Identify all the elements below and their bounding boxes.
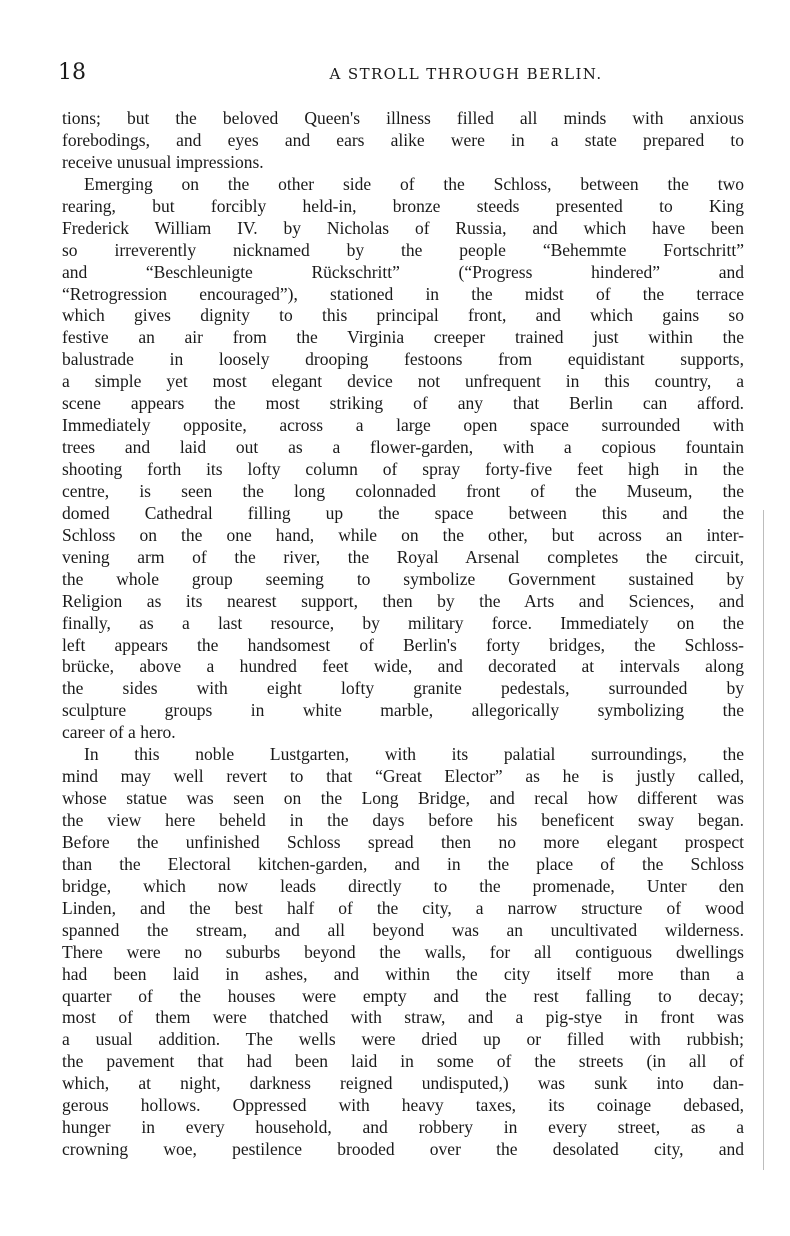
text-line: Linden, and the best half of the city, a narrow structure of wood xyxy=(62,897,744,918)
text-line: gerous hollows. Oppressed with heavy taxes, its coinage debased, xyxy=(62,1095,744,1116)
text-line: bridge, which now leads directly to the promenade, Unter den xyxy=(62,875,744,896)
page-number: 18 xyxy=(58,60,86,85)
text-line: “Retrogression encouraged”), stationed in the midst of the terrace xyxy=(62,283,744,304)
text-line: brücke, above a hundred feet wide, and decorated at intervals along xyxy=(62,656,744,677)
text-line: most of them were thatched with straw, and a pig-stye in front was xyxy=(62,1007,744,1028)
text-line: spanned the stream, and all beyond was an uncultivated wilderness. xyxy=(62,919,744,940)
text-line: Schloss on the one hand, while on the other, but across an inter- xyxy=(62,524,744,545)
text-line: the pavement that had been laid in some of the streets (in all of xyxy=(62,1051,744,1072)
page-edge-shadow xyxy=(763,510,764,1170)
body-text xyxy=(62,108,744,1161)
text-line: so irreverently nicknamed by the people “Behemmte Fortschritt” xyxy=(62,239,744,260)
text-line: tions; but the beloved Queen's illness filled all minds with anxious xyxy=(62,108,744,128)
running-title: A STROLL THROUGH BERLIN. xyxy=(329,65,603,83)
text-line: whose statue was seen on the Long Bridge, and recal how different was xyxy=(62,788,744,809)
text-line: There were no suburbs beyond the walls, for all contiguous dwellings xyxy=(62,941,744,962)
text-line: hunger in every household, and robbery in every street, as a xyxy=(62,1117,744,1138)
text-line: Frederick William IV. by Nicholas of Russia, and which have been xyxy=(62,217,744,238)
text-line: mind may well revert to that “Great Elector” as he is justly called, xyxy=(62,766,744,787)
text-line: a simple yet most elegant device not unfrequent in this country, a xyxy=(62,371,744,392)
text-line: scene appears the most striking of any that Berlin can afford. xyxy=(62,393,744,414)
text-line: the sides with eight lofty granite pedestals, surrounded by xyxy=(62,678,744,699)
text-line: shooting forth its lofty column of spray forty-five feet high in the xyxy=(62,459,744,479)
text-line: the whole group seeming to symbolize Government sustained by xyxy=(62,568,744,589)
text-line: Before the unfinished Schloss spread then no more elegant prospect xyxy=(62,831,744,852)
text-line: balustrade in loosely drooping festoons from equidistant supports, xyxy=(62,349,744,370)
text-line: receive unusual impressions. xyxy=(62,151,264,172)
text-line: Immediately opposite, across a large open space surrounded with xyxy=(62,415,744,436)
text-line: the view here beheld in the days before his beneficent sway began. xyxy=(62,810,744,830)
text-line: left appears the handsomest of Berlin's forty bridges, the Schloss- xyxy=(62,634,744,655)
text-line: a usual addition. The wells were dried up or filled with rubbish; xyxy=(62,1029,744,1050)
text-line: domed Cathedral filling up the space between this and the xyxy=(62,502,744,523)
text-line: Emerging on the other side of the Schloss, between the two xyxy=(84,173,744,194)
text-line: which gives dignity to this principal front, and which gains so xyxy=(62,305,744,326)
text-line: In this noble Lustgarten, with its palatial surroundings, the xyxy=(84,744,744,765)
text-line: had been laid in ashes, and within the city itself more than a xyxy=(62,963,744,984)
text-line: sculpture groups in white marble, allegorically symbolizing the xyxy=(62,700,744,721)
text-line: forebodings, and eyes and ears alike were in a state prepared to xyxy=(62,129,744,150)
text-line: which, at night, darkness reigned undisputed,) was sunk into dan- xyxy=(62,1073,744,1094)
text-line: trees and laid out as a flower-garden, with a copious fountain xyxy=(62,437,744,458)
text-line: than the Electoral kitchen-garden, and in the place of the Schloss xyxy=(62,853,744,874)
text-line: Religion as its nearest support, then by the Arts and Sciences, and xyxy=(62,590,744,611)
text-line: crowning woe, pestilence brooded over the desolated city, and xyxy=(62,1139,744,1160)
text-line: and “Beschleunigte Rückschritt” (“Progress hindered” and xyxy=(62,261,744,282)
text-line: finally, as a last resource, by military force. Immediately on the xyxy=(62,612,744,633)
text-line: centre, is seen the long colonnaded front of the Museum, the xyxy=(62,480,744,501)
text-line: rearing, but forcibly held-in, bronze steeds presented to King xyxy=(62,195,744,216)
text-line: vening arm of the river, the Royal Arsenal completes the circuit, xyxy=(62,546,744,567)
page-header xyxy=(58,60,744,86)
text-line: career of a hero. xyxy=(62,722,176,743)
text-line: quarter of the houses were empty and the rest falling to decay; xyxy=(62,985,744,1006)
text-line: festive an air from the Virginia creeper trained just within the xyxy=(62,327,744,348)
